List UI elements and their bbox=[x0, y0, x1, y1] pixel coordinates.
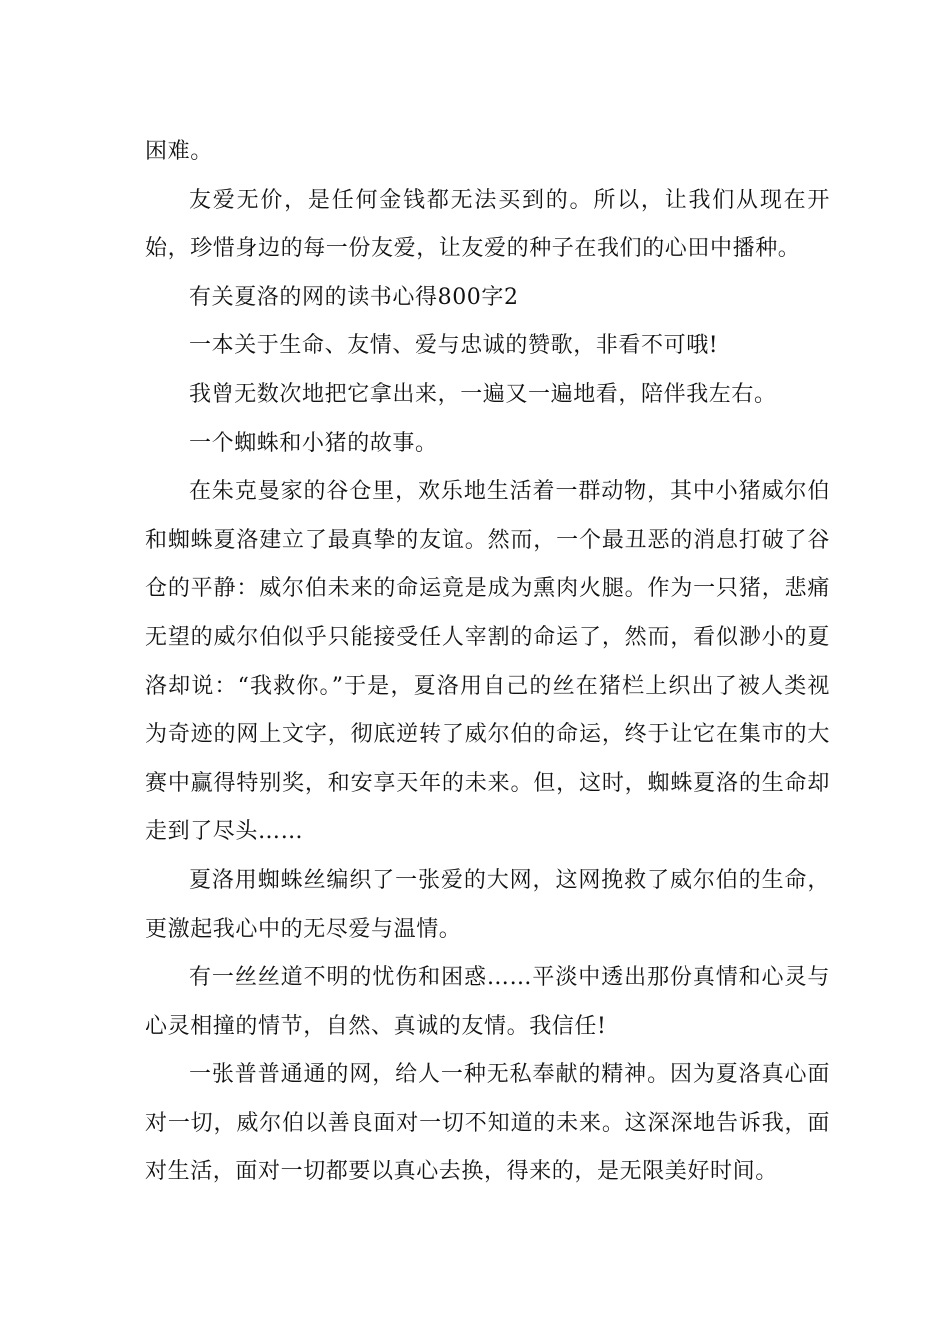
paragraph-6: 一个蜘蛛和小猪的故事。 bbox=[189, 430, 438, 456]
paragraph-1: 困难。 bbox=[145, 139, 213, 164]
paragraph-8: 夏洛用蜘蛛丝编织了一张爱的大网，这网挽救了威尔伯的生命，更激起我心中的无尽爱与温情。 bbox=[145, 867, 830, 942]
paragraph-2: 友爱无价，是任何金钱都无法买到的。所以，让我们从现在开始，珍惜身边的每一份友爱，让友爱的种子在我们的心田中播种。 bbox=[145, 187, 830, 262]
paragraph-9: 有一丝丝道不明的忧伤和困惑……平淡中透出那份真情和心灵与心灵相撞的情节，自然、真诚的友情。我信任! bbox=[145, 965, 830, 1039]
paragraph-4: 一本关于生命、友情、爱与忠诚的赞歌，非看不可哦! bbox=[189, 333, 719, 359]
paragraph-5: 我曾无数次地把它拿出来，一遍又一遍地看，陪伴我左右。 bbox=[189, 381, 777, 407]
paragraph-7: 在朱克曼家的谷仓里，欢乐地生活着一群动物，其中小猪威尔伯和蜘蛛夏洛建立了最真挚的友谊。然而，一个最丑恶的消息打破了谷仓的平静：威尔伯未来的命运竟是成为熏肉火腿。作为一只猪，悲痛无望的威尔伯似乎只能接受任人宰割的命运了，然而，看似渺小的夏洛却说：“我救你。”于是，夏洛用自己的丝在猪栏上织出了被人类视为奇迹的网上文字，彻底逆转了威尔伯的命运，终于让它在集市的大赛中赢得特别奖，和安享天年的未来。但，这时，蜘蛛夏洛的生命却走到了尽头…… bbox=[145, 479, 830, 845]
document-body bbox=[145, 128, 830, 1197]
section-heading: 有关夏洛的网的读书心得800字2 bbox=[189, 284, 519, 310]
paragraph-10: 一张普普通通的网，给人一种无私奉献的精神。因为夏洛真心面对一切，威尔伯以善良面对一切不知道的未来。这深深地告诉我，面对生活，面对一切都要以真心去换，得来的，是无限美好时间。 bbox=[145, 1062, 830, 1185]
